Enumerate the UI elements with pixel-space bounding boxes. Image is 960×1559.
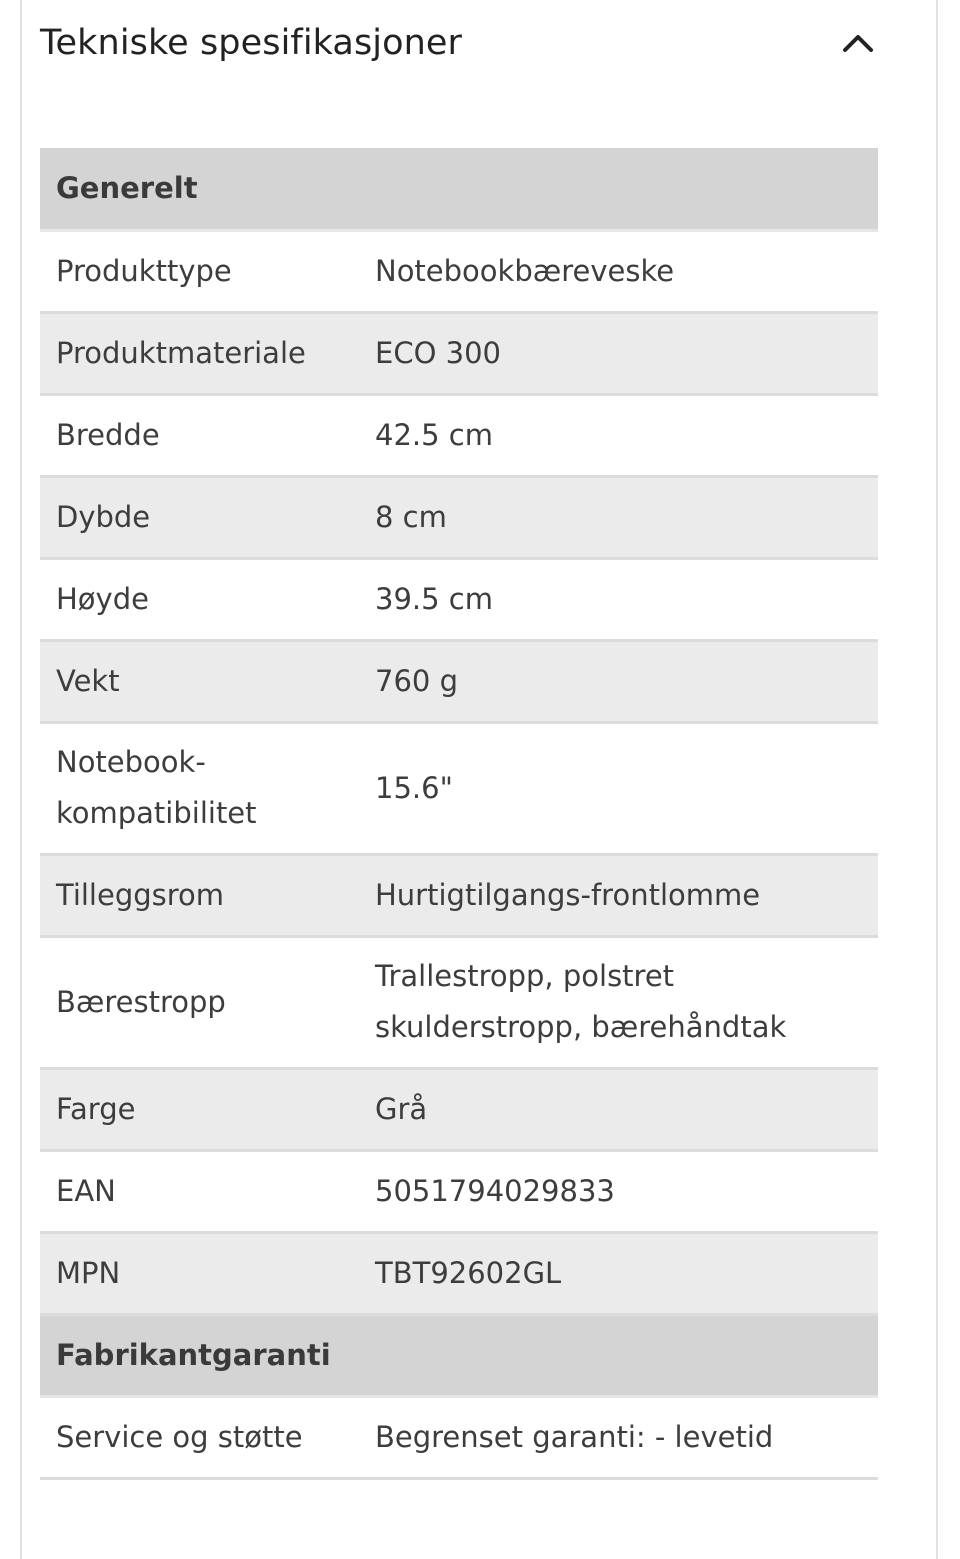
table-row [40, 230, 878, 312]
spec-value: ECO 300 [359, 312, 878, 394]
spec-value: 39.5 cm [359, 558, 878, 640]
spec-value: Begrenset garanti: - levetid [359, 1396, 878, 1478]
spec-label: Dybde [40, 476, 359, 558]
spec-value: 8 cm [359, 476, 878, 558]
spec-label: Vekt [40, 640, 359, 722]
spec-value: 15.6" [359, 722, 878, 854]
table-row [40, 640, 878, 722]
specifications-table [40, 148, 878, 1480]
spec-value: Grå [359, 1068, 878, 1150]
section-header-fabrikantgaranti [40, 1314, 878, 1396]
spec-label: Produkttype [40, 230, 359, 312]
spec-value: 5051794029833 [359, 1150, 878, 1232]
specifications-title: Tekniske spesifikasjoner [40, 23, 463, 63]
spec-label: Produktmateriale [40, 312, 359, 394]
table-row [40, 1068, 878, 1150]
table-row [40, 1150, 878, 1232]
section-title: Generelt [40, 148, 878, 230]
spec-label: EAN [40, 1150, 359, 1232]
spec-label: Bærestropp [40, 936, 359, 1068]
spec-value: TBT92602GL [359, 1232, 878, 1314]
spec-label: Notebook-kompatibilitet [40, 722, 359, 854]
spec-value: 760 g [359, 640, 878, 722]
spec-label: Service og støtte [40, 1396, 359, 1478]
table-row [40, 476, 878, 558]
table-row [40, 854, 878, 936]
table-row [40, 394, 878, 476]
spec-label: Farge [40, 1068, 359, 1150]
table-row [40, 558, 878, 640]
table-row [40, 1232, 878, 1314]
table-row [40, 936, 878, 1068]
table-row [40, 1396, 878, 1478]
table-row [40, 312, 878, 394]
spec-label: Høyde [40, 558, 359, 640]
spec-value: 42.5 cm [359, 394, 878, 476]
section-title: Fabrikantgaranti [40, 1314, 878, 1396]
spec-value: Notebookbæreveske [359, 230, 878, 312]
spec-value: Hurtigtilgangs-frontlomme [359, 854, 878, 936]
table-row [40, 722, 878, 854]
chevron-up-icon[interactable] [838, 23, 878, 63]
spec-label: Tilleggsrom [40, 854, 359, 936]
specifications-header[interactable] [40, 0, 878, 86]
spec-value: Trallestropp, polstret skulderstropp, bærehåndtak [359, 936, 878, 1068]
spec-label: Bredde [40, 394, 359, 476]
section-header-generelt [40, 148, 878, 230]
spec-label: MPN [40, 1232, 359, 1314]
